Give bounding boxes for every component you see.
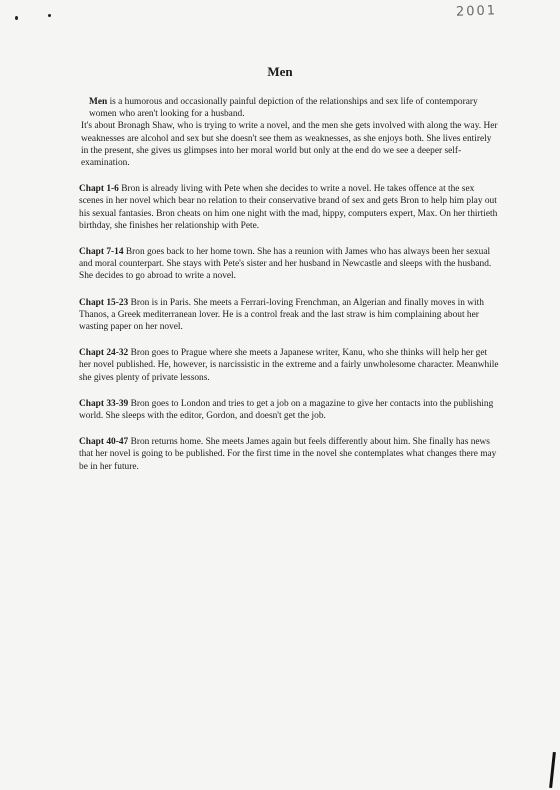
intro-bold-title: Men bbox=[89, 97, 108, 107]
scan-edge-mark bbox=[549, 752, 556, 788]
chapter-text: Bron is in Paris. She meets a Ferrari-loving Frenchman, an Algerian and finally moves in with Thanos, a Greek mediterranean lover. He is a control freak and the last straw is him complaining about her wasting paper on her novel. bbox=[79, 297, 484, 333]
intro-details: It's about Bronagh Shaw, who is trying to write a novel, and the men she gets involved with along the way. Her weaknesses are alcohol and sex but she doesn't see them as weaknesses, as she enjoys both. She lives entirely in the present, she gives us glimpses into her moral world but only at the end do we see a deeper self-examination. bbox=[81, 121, 498, 169]
chapter-summary bbox=[79, 436, 499, 473]
chapter-text: Bron goes back to her home town. She has a reunion with James who has always been her sexual and moral counterpart. She stays with Pete's sister and her husband in Newcastle and sleeps with the husband. She decides to go abroad to write a novel. bbox=[79, 247, 492, 282]
chapter-summary bbox=[79, 347, 499, 384]
chapter-label: Chapt 1-6 bbox=[79, 184, 119, 195]
scan-speck bbox=[15, 16, 18, 20]
document-body bbox=[79, 96, 499, 487]
intro-paragraph bbox=[79, 96, 499, 169]
chapter-label: Chapt 15-23 bbox=[79, 297, 129, 308]
chapter-text: Bron goes to Prague where she meets a Japanese writer, Kanu, who she thinks will help her get her novel published. He, however, is narcissistic in the extreme and a fairly unwholesome character. Meanwhile she gives plenty of private lessons. bbox=[79, 348, 499, 383]
chapter-text: Bron is already living with Pete when she decides to write a novel. He takes offence at the sex scenes in her novel which bear no relation to their conservative brand of sex and gets Bron to help him play out his sexual fantasies. Bron cheats on him one night with the mad, hippy, computers expert, Max. On her thirtieth birthday, she finishes her relationship with Pete. bbox=[79, 184, 498, 231]
intro-sentence-text: is a humorous and occasionally painful depiction of the relationships and sex life of contemporary women who aren't looking for a husband. bbox=[89, 97, 478, 120]
scan-speck bbox=[48, 14, 51, 17]
document-title: Men bbox=[267, 64, 293, 79]
chapter-label: Chapt 40-47 bbox=[79, 437, 129, 448]
chapter-label: Chapt 33-39 bbox=[79, 398, 129, 409]
chapter-label: Chapt 24-32 bbox=[79, 348, 129, 359]
chapter-label: Chapt 7-14 bbox=[79, 247, 124, 258]
chapter-text: Bron goes to London and tries to get a job on a magazine to give her contacts into the publishing world. She sleeps with the editor, Gordon, and doesn't get the job. bbox=[79, 398, 494, 422]
chapter-summary bbox=[79, 297, 499, 334]
chapter-summary bbox=[79, 398, 499, 422]
handwritten-note: 2001 bbox=[455, 3, 498, 20]
chapter-text: Bron returns home. She meets James again but feels differently about him. She finally has news that her novel is going to be published. For the first time in the novel she contemplates what changes there may be in her future. bbox=[79, 437, 497, 472]
intro-sentence bbox=[79, 96, 499, 120]
chapter-summary bbox=[79, 183, 499, 232]
chapter-summary bbox=[79, 246, 499, 283]
